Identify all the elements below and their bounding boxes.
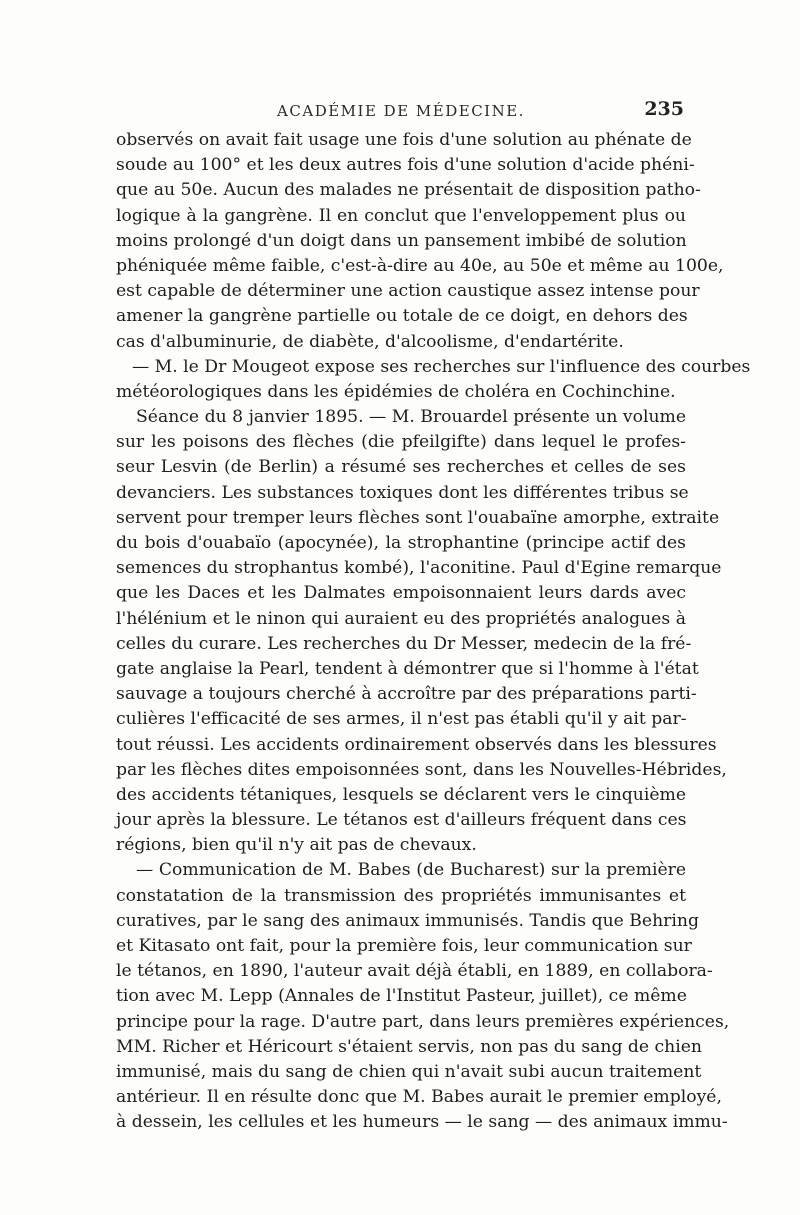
running-title: ACADÉMIE DE MÉDECINE. xyxy=(277,102,525,120)
text-line: antérieur. Il en résulte donc que M. Babes aurait le premier employé, xyxy=(116,1087,722,1108)
text-line: tout réussi. Les accidents ordinairement observés dans les blessures xyxy=(116,734,717,755)
page-number: 235 xyxy=(644,98,684,120)
text-line: sauvage a toujours cherché à accroître par des préparations parti- xyxy=(116,684,697,705)
session-date-line: Séance du 8 janvier 1895. — M. Brouardel présente un volume xyxy=(136,407,686,428)
text-line: soude au 100° et les deux autres fois d'une solution d'acide phéni- xyxy=(116,155,695,176)
text-line: des accidents tétaniques, lesquels se déclarent vers le cinquième xyxy=(116,784,686,805)
text-line: par les flèches dites empoisonnées sont, dans les Nouvelles-Hébrides, xyxy=(116,759,727,780)
text-line: — Communication de M. Babes (de Bucharest) sur la première xyxy=(136,860,686,881)
text-line: jour après la blessure. Le tétanos est d'ailleurs fréquent dans ces xyxy=(116,810,687,831)
text-line: et Kitasato ont fait, pour la première fois, leur communication sur xyxy=(116,936,692,956)
text-line: le tétanos, en 1890, l'auteur avait déjà établi, en 1889, en collabora- xyxy=(116,961,713,982)
text-line: phéniquée même faible, c'est-à-dire au 40e, au 50e et même au 100e, xyxy=(116,255,724,276)
text-line: régions, bien qu'il n'y ait pas de chevaux. xyxy=(116,835,477,856)
page-header xyxy=(118,98,684,124)
text-line: du bois d'ouabaïo (apocynée), la strophantine (principe actif des xyxy=(116,533,686,553)
text-line: moins prolongé d'un doigt dans un pansement imbibé de solution xyxy=(116,230,687,251)
text-line: que les Daces et les Dalmates empoisonnaient leurs dards avec xyxy=(116,583,686,604)
text-line: semences du strophantus kombé), l'aconitine. Paul d'Egine remarque xyxy=(116,558,722,579)
text-line: que au 50e. Aucun des malades ne présentait de disposition patho- xyxy=(116,180,701,201)
text-line: servent pour tremper leurs flèches sont l'ouabaïne amorphe, extraite xyxy=(116,507,720,528)
text-line: gate anglaise la Pearl, tendent à démontrer que si l'homme à l'état xyxy=(116,658,699,679)
text-line: cas d'albuminurie, de diabète, d'alcoolisme, d'endartérite. xyxy=(116,331,624,352)
text-line: observés on avait fait usage une fois d'une solution au phénate de xyxy=(116,130,692,150)
text-line: seur Lesvin (de Berlin) a résumé ses recherches et celles de ses xyxy=(116,457,686,478)
text-line: météorologiques dans les épidémies de choléra en Cochinchine. xyxy=(116,381,676,402)
text-line: MM. Richer et Héricourt s'étaient servis, non pas du sang de chien xyxy=(116,1036,702,1057)
text-line: sur les poisons des flèches (die pfeilgifte) dans lequel le profes- xyxy=(116,432,686,453)
text-line: celles du curare. Les recherches du Dr Messer, medecin de la fré- xyxy=(116,633,692,654)
text-line: logique à la gangrène. Il en conclut que l'enveloppement plus ou xyxy=(116,205,686,226)
text-line: — M. le Dr Mougeot expose ses recherches sur l'influence des courbes xyxy=(132,356,751,377)
body-text xyxy=(116,128,751,1136)
text-line: principe pour la rage. D'autre part, dans leurs premières expériences, xyxy=(116,1011,730,1032)
text-line: immunisé, mais du sang de chien qui n'avait subi aucun traitement xyxy=(116,1061,702,1082)
text-line: l'hélénium et le ninon qui auraient eu des propriétés analogues à xyxy=(116,608,686,629)
text-line: devanciers. Les substances toxiques dont les différentes tribus se xyxy=(116,482,689,503)
text-line: est capable de déterminer une action caustique assez intense pour xyxy=(116,281,700,302)
text-line: amener la gangrène partielle ou totale de ce doigt, en dehors des xyxy=(116,306,688,327)
text-line: curatives, par le sang des animaux immunisés. Tandis que Behring xyxy=(116,910,699,931)
text-line: constatation de la transmission des propriétés immunisantes et xyxy=(116,885,686,906)
text-line: à dessein, les cellules et les humeurs — le sang — des animaux immu- xyxy=(116,1112,728,1133)
text-line: culières l'efficacité de ses armes, il n'est pas établi qu'il y ait par- xyxy=(116,709,687,730)
text-line: tion avec M. Lepp (Annales de l'Institut Pasteur, juillet), ce même xyxy=(116,986,687,1007)
